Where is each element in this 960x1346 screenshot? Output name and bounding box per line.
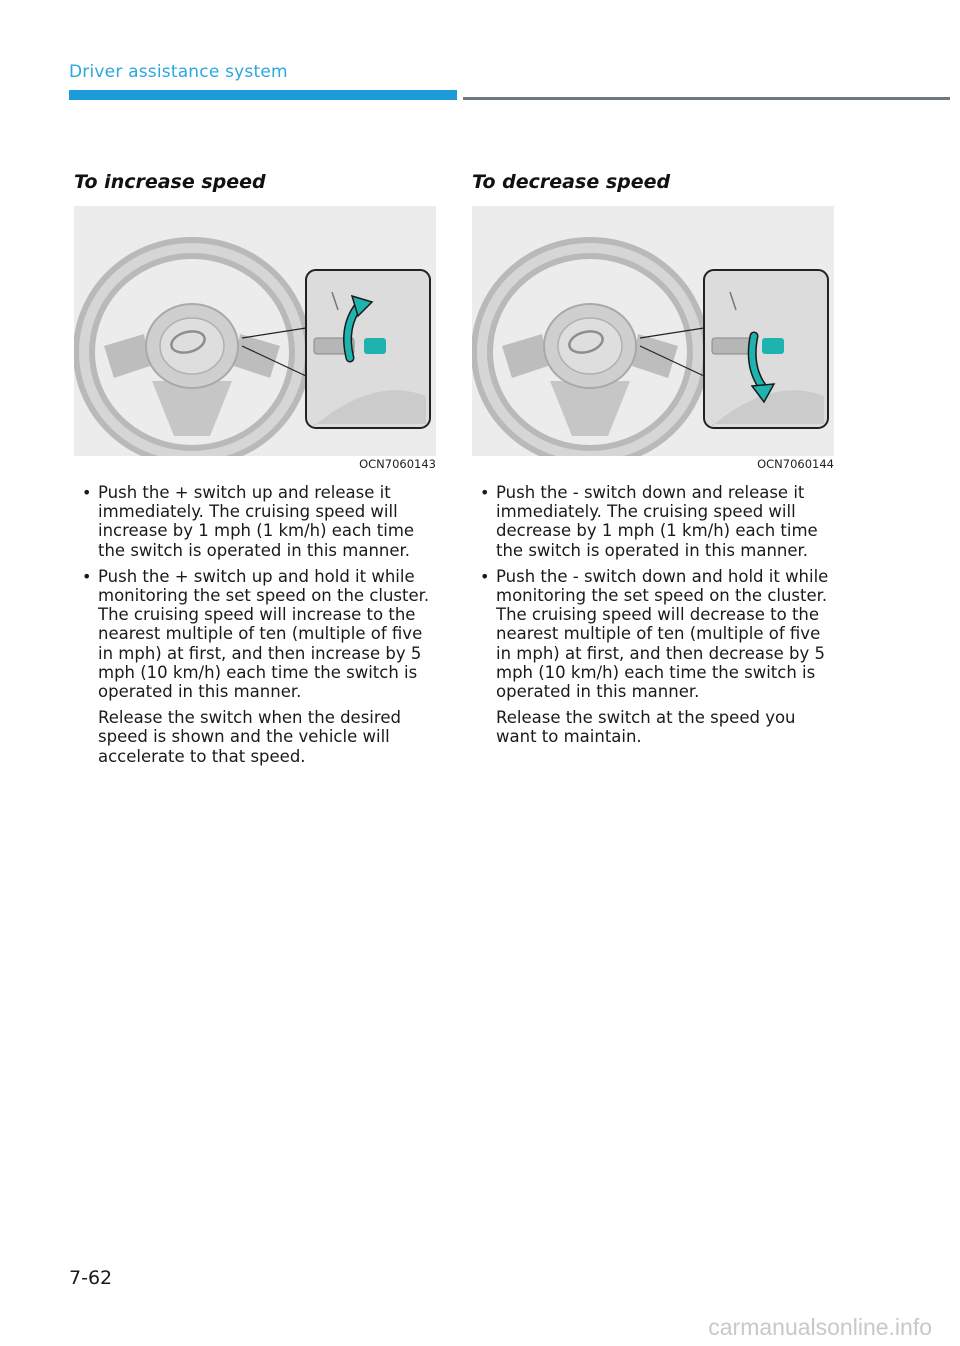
increase-note: Release the switch when the desired speed is shown and the vehicle will accelerate to that speed. [98, 708, 401, 766]
decrease-bullet-list [467, 483, 835, 701]
header-title: Driver assistance system [69, 62, 288, 82]
list-item [467, 483, 835, 560]
bullet-dot-icon: • [480, 566, 490, 586]
list-item [69, 567, 437, 701]
list-item [467, 567, 835, 701]
decrease-note: Release the switch at the speed you want to maintain. [496, 708, 796, 747]
header-rule [463, 97, 950, 100]
figure-code-increase: OCN7060143 [359, 457, 436, 471]
increase-speed-section [69, 170, 437, 766]
bullet-dot-icon: • [82, 566, 92, 586]
increase-bullet-list [69, 483, 437, 701]
section-title-decrease: To decrease speed [472, 171, 671, 193]
figure-code-decrease: OCN7060144 [757, 457, 834, 471]
decrease-speed-section [467, 170, 835, 747]
steering-wheel-increase-illustration [74, 206, 436, 456]
header-accent-bar [69, 90, 457, 100]
bullet-dot-icon: • [480, 483, 490, 502]
steering-wheel-decrease-illustration [472, 206, 834, 456]
bullet-text: Push the - switch down and release it immediately. The cruising speed will decrease by 1 mph (1 km/h) each time the switch is operated in this manner. [496, 483, 818, 560]
bullet-text: Push the + switch up and hold it while monitoring the set speed on the cluster. The cruising speed will increase to the nearest multiple of ten (multiple of five in mph) at first, and then increase by 5 mph (10 km/h) each time the switch is operated in this manner. [98, 566, 430, 702]
watermark[interactable]: carmanualsonline.info [708, 1314, 932, 1340]
list-item [69, 483, 437, 560]
bullet-text: Push the + switch up and release it immediately. The cruising speed will increase by 1 mph (1 km/h) each time the switch is operated in this manner. [98, 483, 415, 560]
section-title-increase: To increase speed [74, 171, 266, 193]
page-number: 7-62 [69, 1267, 113, 1289]
steering-wheel-increase-svg [74, 206, 436, 456]
bullet-text: Push the - switch down and hold it while monitoring the set speed on the cluster. The cruising speed will decrease to the nearest multiple of ten (multiple of five in mph) at first, and then decrease by 5 mph (10 km/h) each time the switch is operated in this manner. [496, 566, 829, 702]
steering-wheel-decrease-svg [472, 206, 834, 456]
bullet-dot-icon: • [82, 483, 92, 502]
